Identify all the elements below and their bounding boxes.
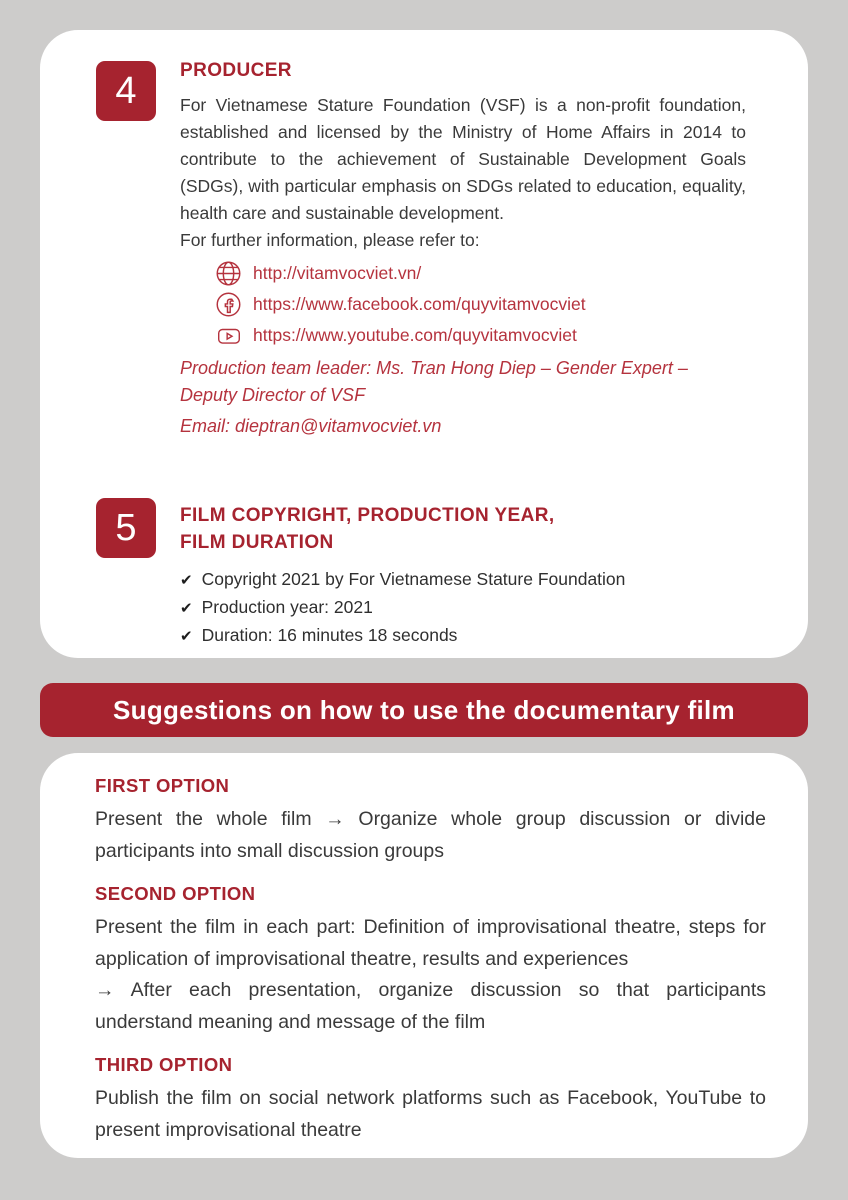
facebook-icon: [215, 291, 242, 318]
team-leader-line: Production team leader: Ms. Tran Hong Diep – Gender Expert – Deputy Director of VSF: [180, 358, 688, 405]
youtube-icon: [215, 322, 242, 349]
youtube-link-row: [215, 320, 746, 351]
copyright-heading: [180, 502, 746, 556]
section-5-number-badge: 5: [96, 498, 156, 558]
check-icon: ✔: [180, 628, 193, 645]
first-option-text: Present the whole film → Organize whole group discussion or divide participants into small discussion groups: [95, 808, 766, 862]
copyright-heading-line2: FILM DURATION: [180, 532, 334, 553]
suggestions-banner-title: Suggestions on how to use the documentary film: [113, 694, 735, 725]
producer-section: [180, 60, 746, 440]
producer-heading: PRODUCER: [180, 60, 292, 81]
third-option-heading: THIRD OPTION: [95, 1054, 233, 1075]
website-link[interactable]: http://vitamvocviet.vn/: [253, 263, 422, 283]
link-list: [215, 258, 746, 351]
third-option-text: Publish the film on social network platforms such as Facebook, YouTube to present improvisational theatre: [95, 1087, 766, 1141]
copyright-section: [180, 502, 746, 650]
copyright-bullet: [180, 566, 746, 594]
youtube-link[interactable]: https://www.youtube.com/quyvitamvocviet: [253, 325, 577, 345]
copyright-bullet-text: Copyright 2021 by For Vietnamese Stature Foundation: [201, 569, 626, 589]
copyright-heading-line1: FILM COPYRIGHT, PRODUCTION YEAR,: [180, 505, 555, 526]
facebook-link-row: [215, 289, 746, 320]
globe-icon: [215, 260, 242, 287]
first-option-heading: FIRST OPTION: [95, 775, 230, 796]
email-line: Email: dieptran@vitamvocviet.vn: [180, 416, 442, 436]
check-icon: ✔: [180, 572, 193, 589]
second-option-text: Present the film in each part: Definition of improvisational theatre, steps for application of improvisational theatre, results and experiences: [95, 916, 766, 970]
second-option-note: → After each presentation, organize discussion so that participants understand meaning and message of the film: [95, 979, 766, 1033]
film-info-card: [40, 30, 808, 658]
producer-description: For Vietnamese Stature Foundation (VSF) is a non-profit foundation, established and licensed by the Ministry of Home Affairs in 2014 to contribute to the achievement of Sustainable Development Goals (SDGs), with particular emphasis on SDGs related to education, equality, health care and sustainable development.: [180, 95, 746, 223]
suggestions-banner: [40, 683, 808, 737]
duration-bullet: [180, 622, 746, 650]
check-icon: ✔: [180, 600, 193, 617]
production-year-bullet: [180, 594, 746, 622]
second-option-heading: SECOND OPTION: [95, 883, 256, 904]
production-year-text: Production year: 2021: [201, 597, 373, 617]
options-card: [40, 753, 808, 1158]
copyright-bullet-list: [180, 566, 746, 650]
refer-intro: For further information, please refer to:: [180, 230, 480, 250]
website-link-row: [215, 258, 746, 289]
duration-text: Duration: 16 minutes 18 seconds: [201, 625, 458, 645]
facebook-link[interactable]: https://www.facebook.com/quyvitamvocviet: [253, 294, 586, 314]
section-4-number-badge: 4: [96, 61, 156, 121]
